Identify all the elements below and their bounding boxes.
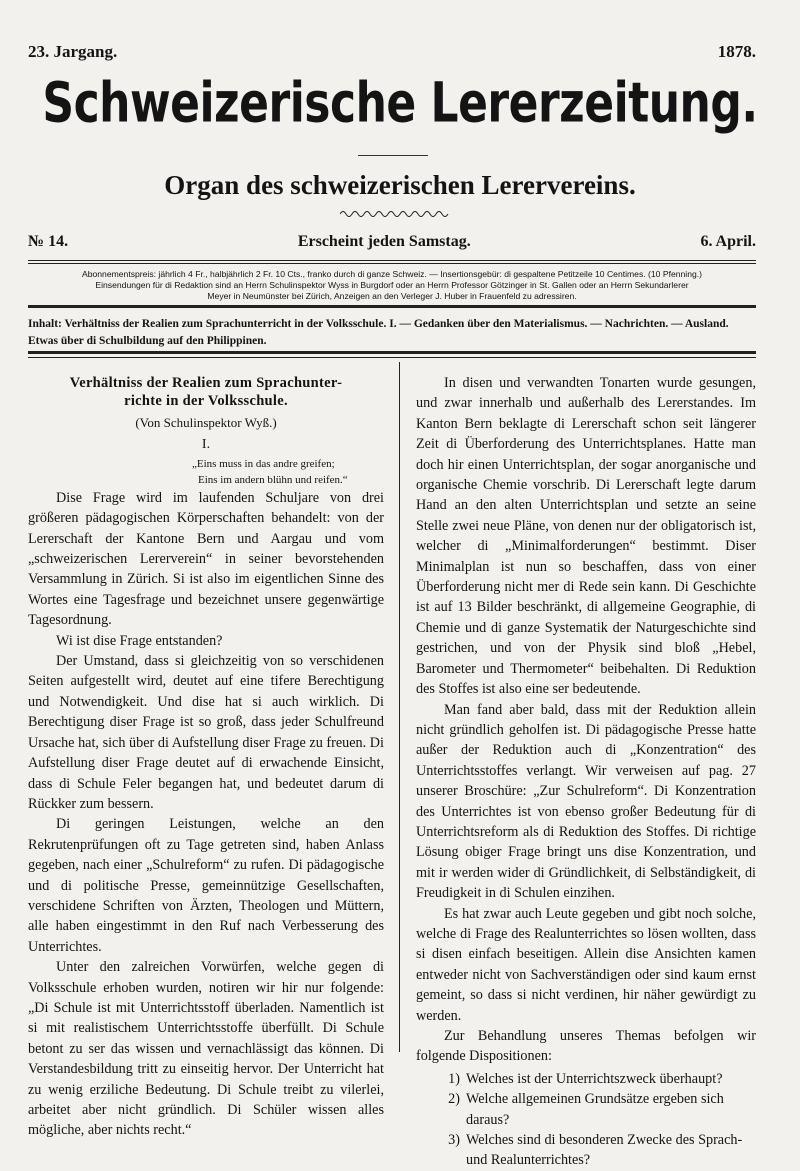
contents-label: Inhalt: <box>28 318 62 330</box>
list-item <box>416 1089 756 1130</box>
list-item-text: Welches ist der Unterrichtszweck überhaupt? <box>466 1070 723 1087</box>
divider-rule-thick <box>28 351 756 354</box>
article-title-line: Verhältniss der Realien zum Sprachunter- <box>69 375 343 391</box>
year-label: 1878. <box>717 42 756 61</box>
issue-frequency: Erscheint jeden Samstag. <box>297 233 471 250</box>
decorative-squiggle-icon <box>340 209 450 219</box>
issue-line <box>28 233 756 251</box>
article-title <box>28 374 384 410</box>
epigraph-line: „Eins muss in das andre greifen; <box>192 457 335 470</box>
masthead-title: Schweizerische Lererzeitung. <box>42 71 758 136</box>
divider-rule <box>28 357 756 358</box>
divider-rule <box>28 260 756 261</box>
issue-number: № 14. <box>28 233 69 250</box>
subscription-line: Einsendungen für di Redaktion sind an Herrn Schulinspektor Wyss in Burgdorf oder an Herrn Professor Götzinger in St. Gallen oder an Herrn Sekundarlerer <box>95 280 689 290</box>
masthead-rule <box>358 155 428 156</box>
dispositions-list <box>416 1069 756 1171</box>
table-of-contents <box>28 316 756 350</box>
volume-label: 23. Jargang. <box>28 42 118 61</box>
list-item <box>416 1069 756 1089</box>
epigraph <box>192 456 384 488</box>
paragraph: Dise Frage wird im laufenden Schuljare von drei größeren pädagogischen Körperschaften behandelt: von der Lererschaft der Kantone Bern und Aargau und vom „schweizerischen Lererverein“ in seiner bevorstehenden Versammlung in Zürich. Si ist also im eigentlichen Sinne des Wortes eine Tagesfrage und bezeichnet unsere gegenwärtige Tagesordnung. <box>28 489 384 629</box>
epigraph-line: Eins im andern blühn und reifen.“ <box>198 473 348 486</box>
article-left-column <box>28 370 384 1141</box>
article-part: I. <box>201 437 211 453</box>
subscription-line: Abonnementspreis: jährlich 4 Fr., halbjährlich 2 Fr. 10 Cts., franko durch di ganze Schweiz. — Insertionsgebür: di gespaltene Petitzeile 10 Centimes. (10 Pfenning.) <box>81 269 703 279</box>
divider-rule-thick <box>28 305 756 308</box>
header-top-line <box>28 42 756 62</box>
list-item-number: 3) <box>448 1132 460 1149</box>
article-author: (Von Schulinspektor Wyß.) <box>135 415 277 430</box>
subscription-line: Meyer in Neumünster bei Zürich, Anzeigen an den Verleger J. Huber in Frauenfeld zu adressiren. <box>207 291 577 301</box>
paragraph: Es hat zwar auch Leute gegeben und gibt noch solche, welche di Frage des Realunterrichtes so lösen wollten, dass si disen einfach beseitigen. Allein dise Ansichten kamen entweder nicht von Sachverständigen oder sind kaum ernst gemeint, so dass si nicht verdinen, hir näher gewürdigt zu werden. <box>416 905 756 1024</box>
paragraph: Wi ist dise Frage entstanden? <box>56 632 223 649</box>
paragraph: Zur Behandlung unseres Themas befolgen wir folgende Dispositionen: <box>416 1028 756 1065</box>
divider-rule <box>28 263 756 264</box>
paragraph: Unter den zalreichen Vorwürfen, welche gegen di Volksschule erhoben wurden, notiren wir hir nur folgende: „Di Schule ist mit Unterrichtsstoff überladen. Namentlich ist si mit realistischem Unterrichtsstoffe überfüllt. Di Schule betont zu ser das wissen und vernachlässigt das können. Di Verstandesbildung tritt zu einseitig hervor. Der Unterricht hat zu wenig erziliche Bedeutung. Di Schule treibt zu vilerlei, arbeitet aber nicht gründlich. Di Schüler wissen alles mögliche, aber nichts recht.“ <box>28 959 384 1139</box>
list-item-text: Welches sind di besonderen Zwecke des Sprach- und Realunterrichtes? <box>466 1132 743 1169</box>
column-separator <box>399 362 400 1052</box>
list-item <box>416 1130 756 1171</box>
list-item-text: Welche allgemeinen Grundsätze ergeben sich daraus? <box>466 1091 724 1128</box>
article-title-line: richte in der Volksschule. <box>124 393 288 409</box>
list-item-number: 1) <box>448 1070 460 1087</box>
paragraph: Der Umstand, dass si gleichzeitig von so verschidenen Seiten aufgestellt wird, deutet auf eine tifere Berechtigung und Notwendigkeit. Und dise hat si auch wirklich. Di Berechtigung diser Frage ist so groß, dass jeder Schulfreund Ursache hat, sich über di Aufstellung diser Frage zu freuen. Di Aufstellung diser Frage deutet auf di erwachende Einsicht, dass di Schule Feler begangen hat, und bedeutet darum di Rückker zum bessern. <box>28 653 384 812</box>
paragraph: Di geringen Leistungen, welche an den Rekrutenprüfungen oft zu Tage getreten sind, haben Anlass gegeben, nach einer „Schulreform“ zu rufen. Di pädagogische und di politische Presse, gemeinnützige Gesellschaften, verschidene Schriften von Ärzten, Theologen und Müttern, alle haben eingestimmt in den Ruf nach Verbesserung des Unterrichtes. <box>28 816 384 955</box>
paragraph: Man fand aber bald, dass mit der Reduktion allein nicht gründlich geholfen ist. Di pädagogische Presse hatte außer der Reduktion auch di „Konzentration“ des Unterrichtsstoffes verlangt. Wir verweisen auf pag. 27 unserer Broschüre: „Zur Schulreform“. Di Konzentration des Unterrichtes ist von ebenso großer Bedeutung für di Unterrichtsreform als di Reduktion des Stoffes. Di richtige Lösung obiger Frage bringt uns dise Konzentration, und mit ir werden wider di Gründlichkeit, di Selbständigkeit, di Freudigkeit in di Schulen einzihen. <box>416 701 756 902</box>
list-item-number: 2) <box>448 1091 460 1108</box>
subtitle: Organ des schweizerischen Lerervereins. <box>164 170 636 200</box>
article-right-column <box>416 373 756 1171</box>
issue-date: 6. April. <box>700 233 756 250</box>
subscription-info <box>28 269 756 302</box>
paragraph: In disen und verwandten Tonarten wurde gesungen, und zwar innerhalb und außerhalb des Lererstandes. Im Kanton Bern beklagte di Lererschaft schon seit längerer Zeit di Überforderung des Unterrichtsplanes. Hatte man doch hir einen Unterrichtsplan, der sogar anorganische und organische Chemie vorschrib. Di Lererschaft legte darum Hand an den alten Unterrichtsplan und setzte an seine Stelle zwei neue Pläne, von denen nur der obligatorisch ist, welcher di „Minimalforderungen“ bestimmt. Diser Minimalplan ist nun so beschaffen, dass von einer Überforderung nicht mer di Rede sein kann. Di Geschichte ist auf 13 Bilder beschränkt, di allgemeine Geographie, di Chemie und di ganze Systematik der Naturgeschichte sind gestrichen, und von der Physik sind bloß „Hebel, Barometer und Thermometer“ beibehalten. Di Reduktion des Stoffes ist also eine ser bedeutende. <box>416 375 756 698</box>
contents-text: Verhältniss der Realien zum Sprachunterricht in der Volksschule. I. — Gedanken über den Materialismus. — Nachrichten. — Ausland. Etwas über di Schulbildung auf den Philippinen. <box>28 318 729 347</box>
